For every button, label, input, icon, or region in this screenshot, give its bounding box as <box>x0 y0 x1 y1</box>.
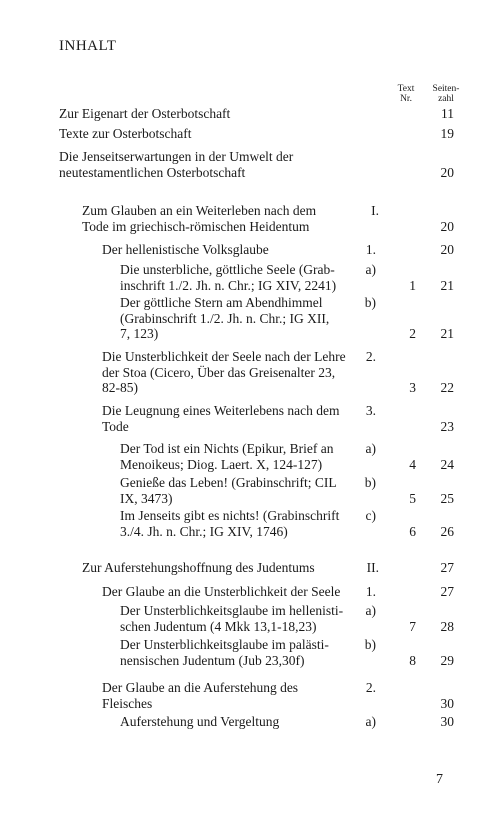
toc-entry-title-line: nensischen Judentum (Jub 23,30f) <box>120 652 305 668</box>
toc-entry-title-line: Der Glaube an die Unsterblichkeit der Seele <box>102 584 341 599</box>
toc-entry-title-line: Die Leugnung eines Weiterlebens nach dem <box>102 403 340 418</box>
toc-entry-number: a) <box>365 441 376 456</box>
toc-entry[interactable] <box>59 126 388 142</box>
toc-entry-title-line: Zum Glauben an ein Weiterleben nach dem <box>82 203 317 218</box>
toc-entry[interactable] <box>102 242 388 258</box>
toc-entry-page: 19 <box>440 126 454 141</box>
toc-entry-title-line: Genieße das Leben! (Grabinschrift; CIL <box>120 475 337 490</box>
page-number: 7 <box>436 772 443 787</box>
toc-entry[interactable] <box>120 714 388 730</box>
toc-entry[interactable] <box>120 475 388 506</box>
toc-entry-title-line: Die Unsterblichkeit der Seele nach der Lehre <box>102 349 346 364</box>
page-title: INHALT <box>59 38 117 54</box>
toc-entry-title-line: Die Jenseitserwartungen in der Umwelt der <box>59 149 294 164</box>
toc-entry-number: 1. <box>365 242 376 257</box>
toc-entry-title-line: Der göttliche Stern am Abendhimmel <box>120 295 323 310</box>
toc-entry-number: c) <box>365 508 376 523</box>
toc-entry-page: 30 <box>440 714 454 729</box>
toc-entry-title-line: Der Tod ist ein Nichts (Epikur, Brief an <box>120 441 334 456</box>
toc-entry-text-number: 3 <box>409 380 416 395</box>
toc-entry-page: 21 <box>440 326 454 341</box>
toc-entry-page: 21 <box>440 277 454 293</box>
toc-entry-number: b) <box>364 475 376 490</box>
toc-entry-title-line: Menoikeus; Diog. Laert. X, 124-127) <box>120 456 323 472</box>
toc-entry-text-number: 5 <box>409 490 416 506</box>
toc-entry-page: 22 <box>440 380 454 395</box>
toc-entry[interactable] <box>120 603 388 634</box>
toc-entry-title-line: IX, 3473) <box>120 490 173 506</box>
column-header-text-nr: Text Nr. <box>397 84 415 104</box>
toc-entry-title-line: Tode im griechisch-römischen Heidentum <box>82 218 310 234</box>
toc-entry[interactable] <box>120 637 388 668</box>
toc-entry-text-number: 1 <box>409 277 416 293</box>
toc-entry-number: 2. <box>365 680 376 695</box>
toc-entry-title-line: neutestamentlichen Osterbotschaft <box>59 164 246 180</box>
toc-entry-page: 26 <box>440 523 454 539</box>
toc-entry-page: 24 <box>440 456 454 472</box>
toc-entry-title-line: Die unsterbliche, göttliche Seele (Grab- <box>120 262 335 277</box>
toc-entry[interactable] <box>120 262 388 293</box>
toc-entry-number: a) <box>365 714 376 729</box>
toc-entry-number: b) <box>364 637 376 652</box>
toc-entry-number: a) <box>365 603 376 618</box>
toc-entry-title-line: 3./4. Jh. n. Chr.; IG XIV, 1746) <box>120 523 288 539</box>
toc-entry-number: a) <box>365 262 376 277</box>
toc-entry-page: 20 <box>440 164 454 180</box>
toc-entry-text-number: 7 <box>409 618 416 634</box>
toc-entry[interactable] <box>102 584 388 600</box>
toc-entry-title-line: Zur Auferstehungshoffnung des Judentums <box>82 560 315 575</box>
toc-entry-page: 20 <box>440 242 454 257</box>
toc-entry-number: 3. <box>365 403 376 418</box>
toc-entry-page: 20 <box>440 218 454 234</box>
toc-entry-title-line: Der Glaube an die Auferstehung des <box>102 680 299 695</box>
toc-entry-number: 2. <box>365 349 376 364</box>
toc-entry-page: 23 <box>440 418 454 434</box>
toc-entry-title-line: Texte zur Osterbotschaft <box>59 126 192 141</box>
toc-entry-text-number: 6 <box>409 523 416 539</box>
toc-entry-page: 27 <box>440 560 454 575</box>
toc-entry-title-line: Zur Eigenart der Osterbotschaft <box>59 106 231 121</box>
toc-entry-title-line: 82-85) <box>102 380 138 395</box>
toc-entry-page: 25 <box>440 490 454 506</box>
toc-entry[interactable] <box>102 680 388 711</box>
toc-entry-text-number: 8 <box>409 652 416 668</box>
toc-entry[interactable] <box>120 441 388 472</box>
toc-entry-title-line: schen Judentum (4 Mkk 13,1-18,23) <box>120 618 317 634</box>
toc-entry[interactable] <box>59 149 388 180</box>
toc-entry-title-line: Fleisches <box>102 695 153 711</box>
toc-entry-page: 30 <box>440 695 454 711</box>
toc-entry[interactable] <box>82 203 388 234</box>
toc-entry-number: I. <box>371 203 379 218</box>
toc-entry[interactable] <box>102 349 388 396</box>
toc-entry-title-line: Im Jenseits gibt es nichts! (Grabinschrift <box>120 508 340 523</box>
toc-entry-title-line: Der Unsterblichkeitsglaube im palästi- <box>120 637 329 652</box>
toc-entry[interactable] <box>59 106 388 122</box>
toc-entry-number: b) <box>364 295 376 310</box>
toc-entry[interactable] <box>120 295 388 342</box>
toc-entry-page: 11 <box>441 106 454 121</box>
toc-entry-text-number: 4 <box>409 456 416 472</box>
toc-entry[interactable] <box>102 403 388 434</box>
toc-entry-title-line: 7, 123) <box>120 326 159 341</box>
toc-entry-page: 28 <box>440 618 454 634</box>
toc-entry-page: 29 <box>440 652 454 668</box>
toc-entry[interactable] <box>120 508 388 539</box>
toc-entry-title-line: Der Unsterblichkeitsglaube im hellenisti- <box>120 603 344 618</box>
toc-entry-number: 1. <box>365 584 376 599</box>
toc-entry-page: 27 <box>440 584 454 599</box>
toc-entry[interactable] <box>82 560 388 576</box>
toc-entry-title-line: der Stoa (Cicero, Über das Greisenalter 23, <box>102 364 336 380</box>
toc-entry-text-number: 2 <box>409 326 416 341</box>
toc-entry-title-line: Der hellenistische Volksglaube <box>102 242 269 257</box>
toc-entry-title-line: (Grabinschrift 1./2. Jh. n. Chr.; IG XII, <box>120 310 330 326</box>
toc-entry-number: II. <box>366 560 379 575</box>
toc-entry-title-line: Tode <box>102 418 129 434</box>
column-header-page: Seiten- zahl <box>432 84 460 104</box>
toc-entry-title-line: inschrift 1./2. Jh. n. Chr.; IG XIV, 2241) <box>120 277 337 293</box>
toc-entry-title-line: Auferstehung und Vergeltung <box>120 714 280 729</box>
